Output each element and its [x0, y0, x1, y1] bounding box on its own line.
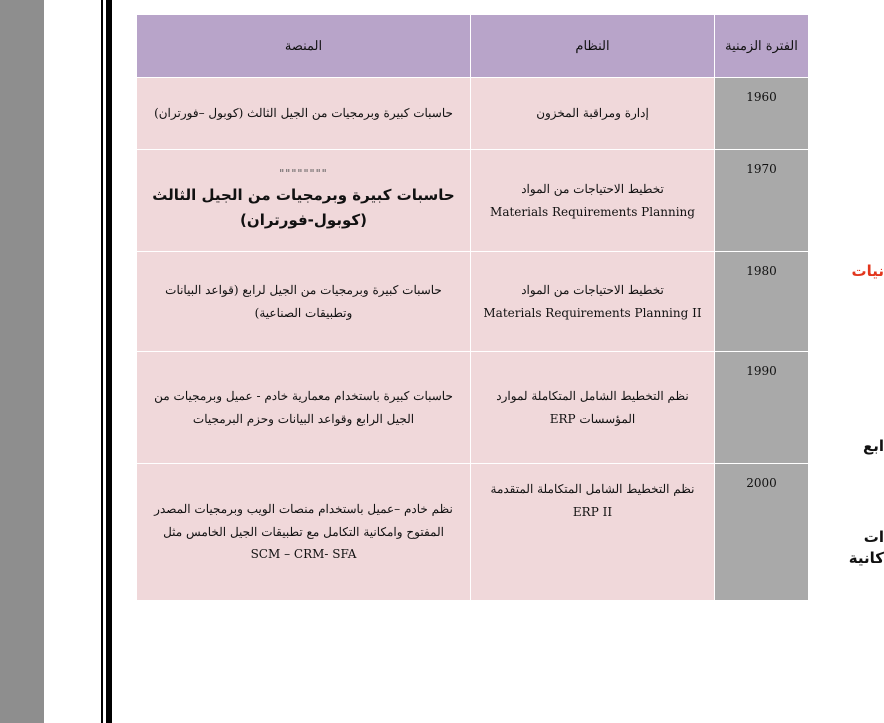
- table-row: [137, 464, 809, 601]
- platform-line: حاسبات كبيرة وبرمجيات من الجيل لرابع (قواعد البيانات: [165, 282, 442, 297]
- period-cell: 2000: [715, 464, 809, 601]
- system-cell: إدارة ومراقبة المخزون: [471, 78, 715, 150]
- erp-timeline-table: [136, 14, 809, 601]
- period-cell: 1990: [715, 352, 809, 464]
- system-arabic: تخطيط الاحتياجات من المواد: [521, 181, 664, 196]
- system-cell: [471, 252, 715, 352]
- platform-cell: [137, 352, 471, 464]
- header-period: الفترة الزمنية: [715, 15, 809, 78]
- platform-line: المفتوح وامكانية التكامل مع تطبيقات الجيل الخامس مثل: [163, 524, 444, 539]
- platform-line: وتطبيقات الصناعية): [254, 305, 353, 320]
- system-arabic: تخطيط الاحتياجات من المواد: [521, 282, 664, 297]
- page-border-thin: [101, 0, 103, 723]
- system-english: Materials Requirements Planning II: [483, 305, 702, 320]
- period-cell: 1960: [715, 78, 809, 150]
- platform-line: الجيل الرابع وقواعد البيانات وحزم البرمجيات: [192, 411, 415, 426]
- table-header-row: [137, 15, 809, 78]
- system-line: المؤسسات ERP: [549, 411, 636, 426]
- period-cell: 1970: [715, 150, 809, 252]
- platform-line: نظم خادم –عميل باستخدام منصات الويب وبرمجيات المصدر: [154, 501, 453, 516]
- left-side-panel: [0, 0, 44, 723]
- system-cell: [471, 464, 715, 601]
- cutoff-text: ابع: [862, 437, 884, 455]
- header-system: النظام: [471, 15, 715, 78]
- system-line: نظم التخطيط الشامل المتكاملة المتقدمة: [490, 482, 695, 496]
- platform-line: حاسبات كبيرة باستخدام معمارية خادم - عميل وبرمجيات من: [154, 388, 453, 403]
- system-english: Materials Requirements Planning: [490, 204, 695, 219]
- platform-cell: [137, 252, 471, 352]
- period-cell: 1980: [715, 252, 809, 352]
- platform-line: (كوبول-فورتران): [240, 211, 367, 229]
- platform-cell: [137, 464, 471, 601]
- header-platform: المنصة: [137, 15, 471, 78]
- platform-cell: حاسبات كبيرة وبرمجيات من الجيل الثالث (كوبول –فورتران): [137, 78, 471, 150]
- cutoff-text-red: نيات: [851, 262, 884, 280]
- quote-marks: """""""": [279, 166, 328, 180]
- table-row: [137, 352, 809, 464]
- page-border-thick: [106, 0, 112, 723]
- cutoff-text: كانية: [848, 549, 884, 567]
- system-line: ERP II: [572, 504, 613, 519]
- platform-line: SCM – CRM- SFA: [250, 547, 357, 562]
- cutoff-text: ات: [863, 528, 884, 546]
- table-row: [137, 252, 809, 352]
- system-line: نظم التخطيط الشامل المتكاملة لموارد: [496, 388, 689, 403]
- system-cell: [471, 150, 715, 252]
- platform-line: حاسبات كبيرة وبرمجيات من الجيل الثالث: [152, 185, 455, 204]
- table-row: [137, 78, 809, 150]
- table-row: [137, 150, 809, 252]
- system-cell: [471, 352, 715, 464]
- platform-cell: [137, 150, 471, 252]
- left-margin: [44, 0, 101, 723]
